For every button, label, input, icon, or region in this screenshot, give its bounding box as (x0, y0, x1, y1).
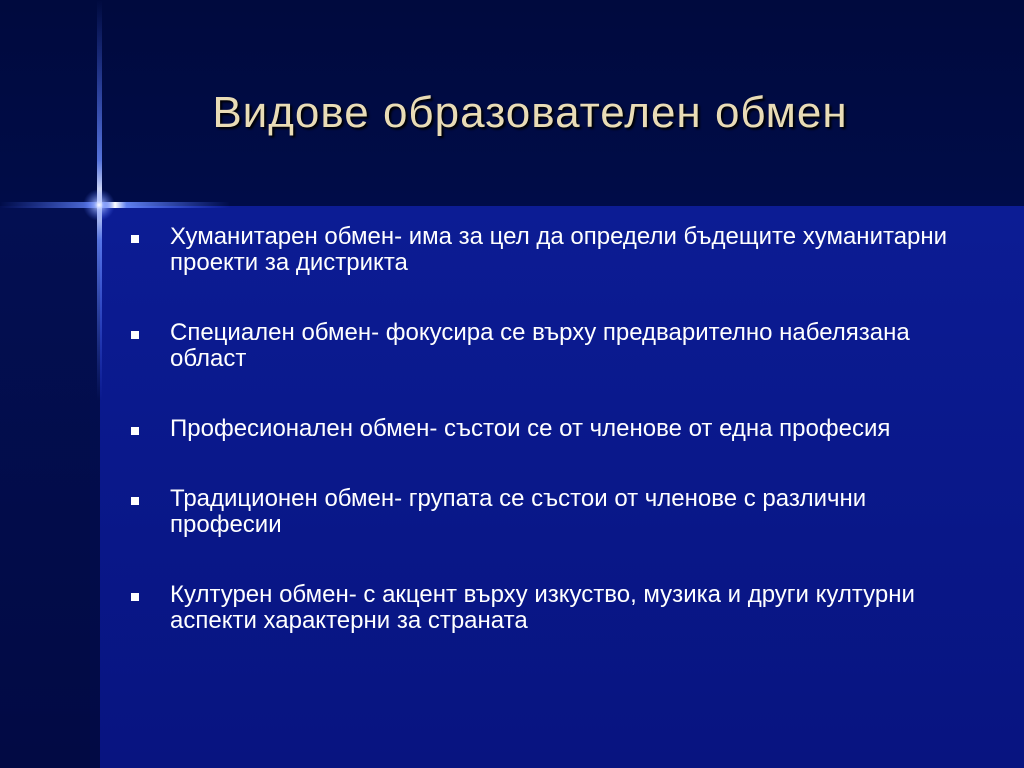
bullet-text: Специален обмен- фокусира се върху предварително набелязана област (170, 319, 910, 372)
square-bullet-icon (131, 331, 139, 339)
bullet-text: Професионален обмен- състои се от членове от една професия (170, 415, 891, 442)
bullet-text: Културен обмен- с акцент върху изкуство, музика и други културни аспекти характерни за страната (170, 581, 915, 634)
list-item (128, 224, 948, 276)
bullet-list (128, 224, 948, 678)
list-item (128, 320, 948, 372)
slide-title: Видове образователен обмен (212, 88, 848, 137)
square-bullet-icon (131, 497, 139, 505)
bullet-text: Традиционен обмен- групата се състои от членове с различни професии (170, 485, 867, 538)
list-item (128, 486, 948, 538)
square-bullet-icon (131, 593, 139, 601)
square-bullet-icon (131, 427, 139, 435)
bullet-text: Хуманитарен обмен- има за цел да определи бъдещите хуманитарни проекти за дистрикта (170, 223, 948, 276)
square-bullet-icon (131, 235, 139, 243)
list-item (128, 416, 948, 442)
list-item (128, 582, 948, 634)
left-panel (0, 206, 100, 768)
